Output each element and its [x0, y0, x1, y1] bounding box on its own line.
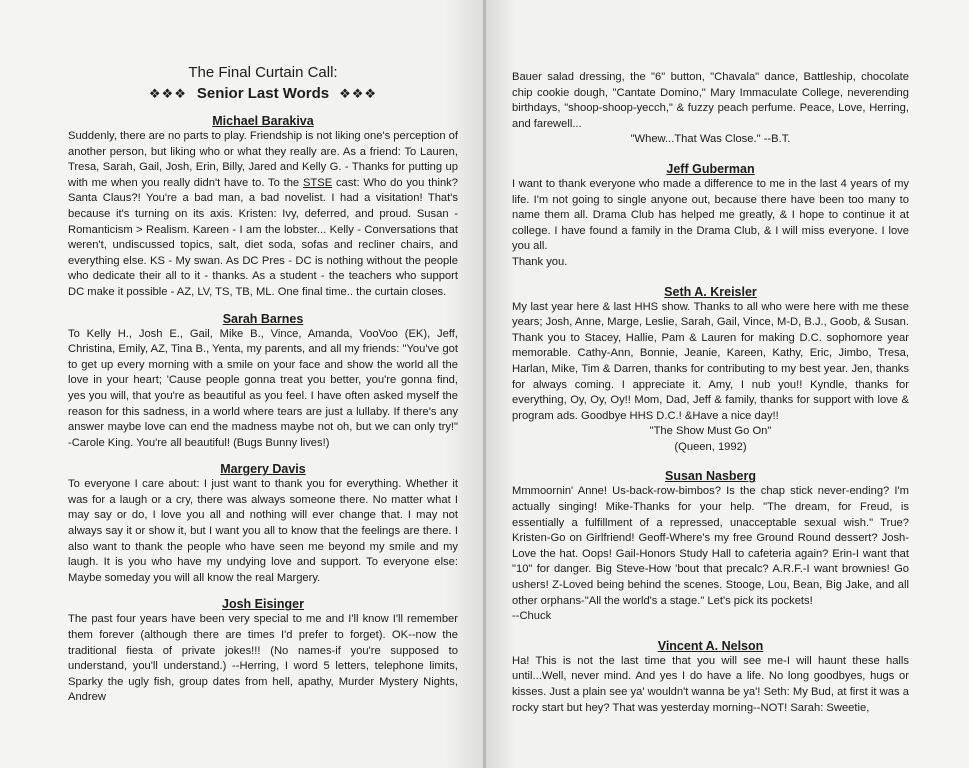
- entry-text: To everyone I care about: I just want to thank you for everything. Whether it was for a laugh or a cry, there was always someone there. No matter what I may say or do, I love you all and nothing will ever change that. I may not always say it or show it, but I want you all to know that the feelings are there. I also want to thank the people who have seen me beyond my smile and my laugh. It is you who have my undying love and support. To everyone else: Maybe someday you will all know the real Margery.: [68, 478, 458, 584]
- subtitle-text: Senior Last Words: [196, 85, 330, 102]
- entry-name: Margery Davis: [220, 462, 306, 477]
- entry-text-part: cast: Who do you think? Santa Claus?! You're a bad man, a bad novelist. I had a visitation! That's because it's turning on its axis. Kristen: Ivy, deferred, and proud. Susan - Romanticism > Realism. Kareen - I am the lobster... Kelly - Conversations that weren't, undiscussed topics, salt, diet soda, sofas and recliner chairs, and everything else. KS - My swan. As DC Pres - DC is nothing without the people who dedicate their all to it - thanks. As a student - the teachers who support DC make it possible - AZ, LV, TS, TB, ML. One final time.. the curtain closes.: [68, 176, 458, 298]
- entry-vincent-nelson: [512, 638, 909, 716]
- left-page: [0, 0, 484, 768]
- entry-quote-source: (Queen, 1992): [674, 440, 747, 453]
- continuation-sign: "Whew...That Was Close." --B.T.: [630, 133, 791, 146]
- entry-text: [68, 129, 458, 301]
- top-spacer: [512, 0, 909, 70]
- entry-name: Jeff Guberman: [666, 161, 755, 176]
- entry-name: Susan Nasberg: [664, 469, 756, 484]
- entry-name: Seth A. Kreisler: [664, 284, 757, 299]
- entry-quote: "The Show Must Go On": [649, 425, 772, 438]
- page-title: The Final Curtain Call:: [188, 64, 338, 81]
- entry-text-part: Suddenly, there are no parts to play. Friendship is not liking one's perception of another person, but liking who or what they really are. As a friend: To Lauren, Tresa, Sarah, Gail, Josh, Erin, Billy, Jared and Kelly G. - Thanks for putting up with me when you really didn't have to. To the: [68, 130, 458, 189]
- ornament-right-icon: ❖❖❖: [339, 86, 378, 101]
- entry-name: Vincent A. Nelson: [657, 638, 764, 653]
- right-column: [512, 0, 909, 716]
- continuation-text: Bauer salad dressing, the "6" button, "Chavala" dance, Battleship, chocolate chip cookie dough, "Cantate Domino," Mary Immaculate College, neverending birthdays, "shoop-shoop-yecch," & fuzzy peach perfume. Peace, Love, Herring, and farewell...: [512, 71, 909, 130]
- entry-text: My last year here & last HHS show. Thanks to all who were here with me these years; Josh, Anne, Marge, Leslie, Sarah, Gail, Vince, M-D, B.J., Goob, & Susan. Thank you to Stacey, Hallie, Pam & Lauren for making D.C. sophomore year memorable. Cathy-Ann, Bonnie, Jeanie, Kareen, Kathy, Eric, Jimbo, Tresa, Harlan, Mike, Tim & Darren, thanks for contributing to my best year. Jen, thanks for always coming. I appreciate it. Amy, I nub you!! Kyndle, thanks for everything, Oy, Oy, Oy!! Mom, Dad, Jeff & family, thanks for support with love & program ads. Goodbye HHS D.C.! &Have a nice day!!: [512, 300, 909, 422]
- ornament-left-icon: ❖❖❖: [148, 86, 187, 101]
- left-column: [68, 0, 458, 706]
- entry-sarah-barnes: [68, 311, 458, 452]
- entry-michael-barakiva: [68, 113, 458, 301]
- entry-margery-davis: [68, 461, 458, 586]
- entry-josh-eisinger: [68, 596, 458, 706]
- entry-susan-nasberg: [512, 468, 909, 624]
- entry-text-line: Thank you.: [512, 255, 568, 268]
- entry-text: Mmmoornin' Anne! Us-back-row-bimbos? Is the chap stick never-ending? I'm actually singing! Mike-Thanks for your help. "The dream, for Freud, is essentially a fulfillment of a repressed, unacceptable sexual wish." True? Kristen-Go on Girlfriend! Geoff-Where's my free Ground Round dessert? Josh-Love the hat. Oops! Gail-Honors Study Hall to cafeteria again? Erin-I want that "10" for danger. Big Steve-How 'bout that precalc? A.R.F.-I want brownies! Go ushers! Z-Loved being behind the scenes. Stooge, Lou, Bean, Big Jake, and all other orphans-"All the world's a stage." Let's pick its pockets!: [512, 485, 909, 607]
- entry-text: The past four years have been very special to me and I'll know I'll remember them forever (although there are times I'd prefer to forget). OK--now the traditional fiesta of private jokes!!! (No names-if you're supposed to understand, you'll understand.) --Herring, I word 5 letters, telephone limits, Sparky the ugly fish, group dates from hell, apathy, Murder Mystery Nights, Andrew: [68, 613, 458, 704]
- entry-text: To Kelly H., Josh E., Gail, Mike B., Vince, Amanda, VooVoo (EK), Jeff, Christina, Emily, AZ, Tina B., Yenta, my parents, and all my friends: "You've got to get up every morning with a smile on your face and show the world all the love in your heart; 'Cause people gonna treat you better, you're gonna find, yes you will, that you're as beautiful as you feel. I have often asked myself the reason for this sadness, in a world where tears are just a lullaby. If there's any answer maybe love can end the madness maybe not oh, but we can only try!" -Carole King. You're all beautiful! (Bugs Bunny lives!): [68, 327, 458, 449]
- entry-name: Sarah Barnes: [222, 311, 304, 326]
- underlined-title: STSE: [302, 176, 333, 189]
- entry-sign: --Chuck: [512, 610, 552, 623]
- right-page: [486, 0, 969, 768]
- page-subtitle: [68, 84, 458, 103]
- entry-name: Michael Barakiva: [212, 114, 314, 128]
- entry-name: Josh Eisinger: [222, 597, 304, 612]
- entry-seth-kreisler: [512, 284, 909, 456]
- entry-text: I want to thank everyone who made a difference to me in the last 4 years of my life. I'm not going to single anyone out, because there have been too many to name them all. Drama Club has helped me greatly, & I hope to continue it at college. I have found a family in the Drama Club, & I will miss everyone. I love you all.: [512, 177, 909, 253]
- entry-jeff-guberman: [512, 161, 909, 271]
- entry-text: Ha! This is not the last time that you will see me-I will haunt these halls until...Well, never mind. And yes I do have a life. No long goodbyes, hugs or kisses. Just a plain see ya' wouldn't wanna be ya'! Seth: My Bud, at first it was a rocky start but hey? That was yesterday morning--NOT! Sarah: Sweetie,: [512, 654, 909, 714]
